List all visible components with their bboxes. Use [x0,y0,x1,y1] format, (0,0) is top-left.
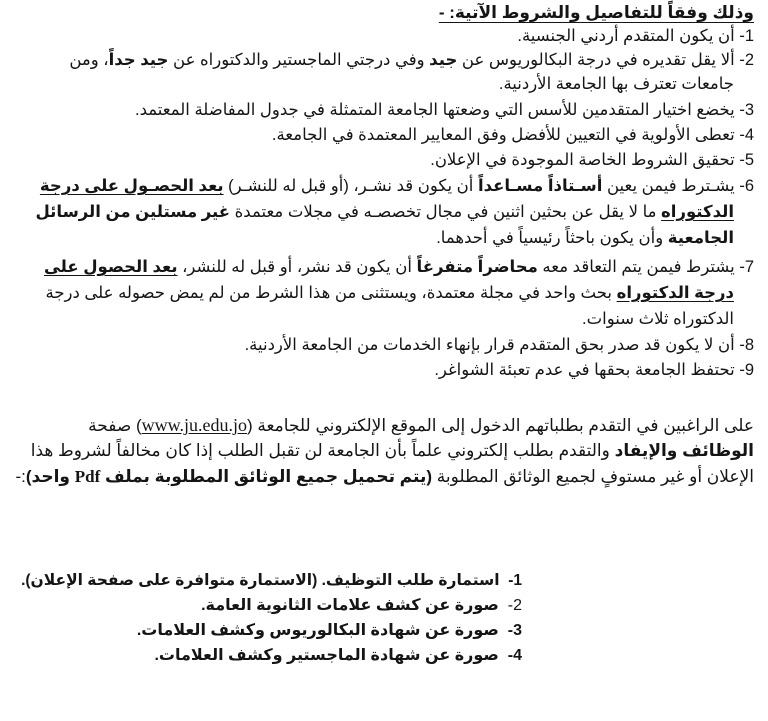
condition-number: 8- [739,336,754,354]
application-text: والتقدم بطلب إلكتروني علماً بأن الجامعة لن تقبل الطلب إذا كان مخالفاً لشروط هذا [30,441,615,460]
document-number: 2- [507,597,522,614]
condition-text: أن لا يكون قد صدر بحق المتقدم قرار بإنهاء الخدمات من الجامعة الأردنية. [244,336,735,354]
condition-4 [272,124,754,146]
application-line-2 [31,440,754,462]
condition-text: ما لا يقل عن بحثين اثنين في مجال تخصصـه في مجلات معتمدة [230,203,662,221]
condition-9 [434,359,754,381]
document-number: 3- [507,622,522,639]
condition-text: يشترط فيمن يتم التعاقد معه [537,258,735,276]
condition-text: أن يكون قد نشر، أو قبل له للنشر، [177,258,417,276]
condition-text: تحقيق الشروط الخاصة الموجودة في الإعلان. [430,151,735,169]
document-item-3 [137,620,522,642]
condition-number: 4- [739,126,754,144]
after-obtaining-term: بعد الحصول على [43,258,178,276]
grade-very-good: جيد جداً [108,51,169,69]
after-doctorate-term: بعد الحصـول على درجة [39,177,224,195]
application-text: الإعلان أو غير مستوفٍ لجميع الوثائق المطلوبة [432,467,754,486]
condition-number: 7- [739,258,754,276]
full-time-lecturer-term: محاضراً متفرغاً [416,258,538,276]
application-text: ) صفحة [88,416,142,435]
document-item-1 [21,570,522,592]
condition-number: 1- [739,27,754,45]
condition-2 [69,49,754,71]
condition-7 [44,256,754,278]
document-number: 1- [508,572,522,589]
application-text: على الراغبين في التقدم بطلباتهم الدخول إلى الموقع الإلكتروني للجامعة ( [246,416,754,435]
document-text: صورة عن كشف علامات الثانوية العامة. [201,597,499,614]
condition-7-line-3 [582,308,734,330]
condition-text: تحتفظ الجامعة بحقها في عدم تعبئة الشواغر. [434,361,735,379]
grade-good: جيد [429,51,458,69]
condition-text: بحث واحد في مجلة معتمدة، ويستثنى من هذا الشرط من لم يمض حصوله على درجة [45,284,617,302]
condition-6-line-2 [35,201,734,223]
condition-text: وفي درجتي الماجستير والدكتوراه عن [168,51,430,69]
document-text: صورة عن شهادة البكالوريوس وكشف العلامات. [136,622,499,639]
application-line-3 [15,466,754,488]
condition-number: 5- [739,151,754,169]
document-item-4 [154,645,522,667]
condition-text: وأن يكون باحثاً رئيسياً في أحدهما. [436,229,668,247]
condition-text: أن يكون قد نشـر، (أو قبل له للنشـر) [223,177,478,195]
condition-2-continued [499,73,734,95]
conditions-heading: وذلك وفقاً للتفاصيل والشروط الآتية: - [438,3,754,22]
condition-text: يشـترط فيمن يعين [602,177,735,195]
condition-6-line-3 [436,227,734,249]
assistant-professor-term: أسـتاذاً مسـاعداً [477,177,603,195]
condition-number: 6- [739,177,754,195]
condition-text: أن يكون المتقدم أردني الجنسية. [517,27,735,45]
condition-text: ألا يقل تقديره في درجة البكالوريوس عن [457,51,735,69]
upload-note-text: (يتم تحميل جميع الوثائق المطلوبة بملف [100,467,432,486]
not-extracted-term: غير مستلين من الرسائل [35,203,231,221]
condition-number: 9- [739,361,754,379]
condition-number: 2- [739,51,754,69]
condition-8 [245,334,754,356]
doctorate-term: الدكتوراه [661,203,734,221]
document-text: استمارة طلب التوظيف. (الاستمارة متوافرة على صفحة الإعلان). [21,572,500,589]
application-text: :- [15,467,26,486]
condition-7-line-2 [45,282,734,304]
condition-3 [135,99,754,121]
document-number: 4- [507,647,522,664]
condition-text: ، ومن [69,51,109,69]
condition-text: يخضع اختيار المتقدمين للأسس التي وضعتها الجامعة المتمثلة في جدول المفاضلة المعتمد. [135,101,735,119]
condition-1 [517,25,754,47]
condition-text: الدكتوراه ثلاث سنوات. [582,310,734,328]
upload-note-text: واحد) [25,467,75,486]
document-item-2 [201,595,522,617]
condition-6 [40,175,754,197]
document-text: صورة عن شهادة الماجستير وكشف العلامات. [154,647,499,664]
jobs-page-term: الوظائف والإيفاد [614,441,754,460]
condition-number: 3- [739,101,754,119]
condition-5 [430,149,754,171]
condition-text: جامعات تعترف بها الجامعة الأردنية. [498,75,734,93]
application-line-1 [88,414,754,437]
doctorate-degree-term: درجة الدكتوراه [616,284,734,302]
condition-text: تعطى الأولوية في التعيين للأفضل وفق المعايير المعتمدة في الجامعة. [271,126,735,144]
university-term: الجامعية [667,229,734,247]
university-website-link[interactable]: www.ju.edu.jo [141,415,247,435]
pdf-term: Pdf [74,467,101,486]
upload-note [26,467,432,486]
